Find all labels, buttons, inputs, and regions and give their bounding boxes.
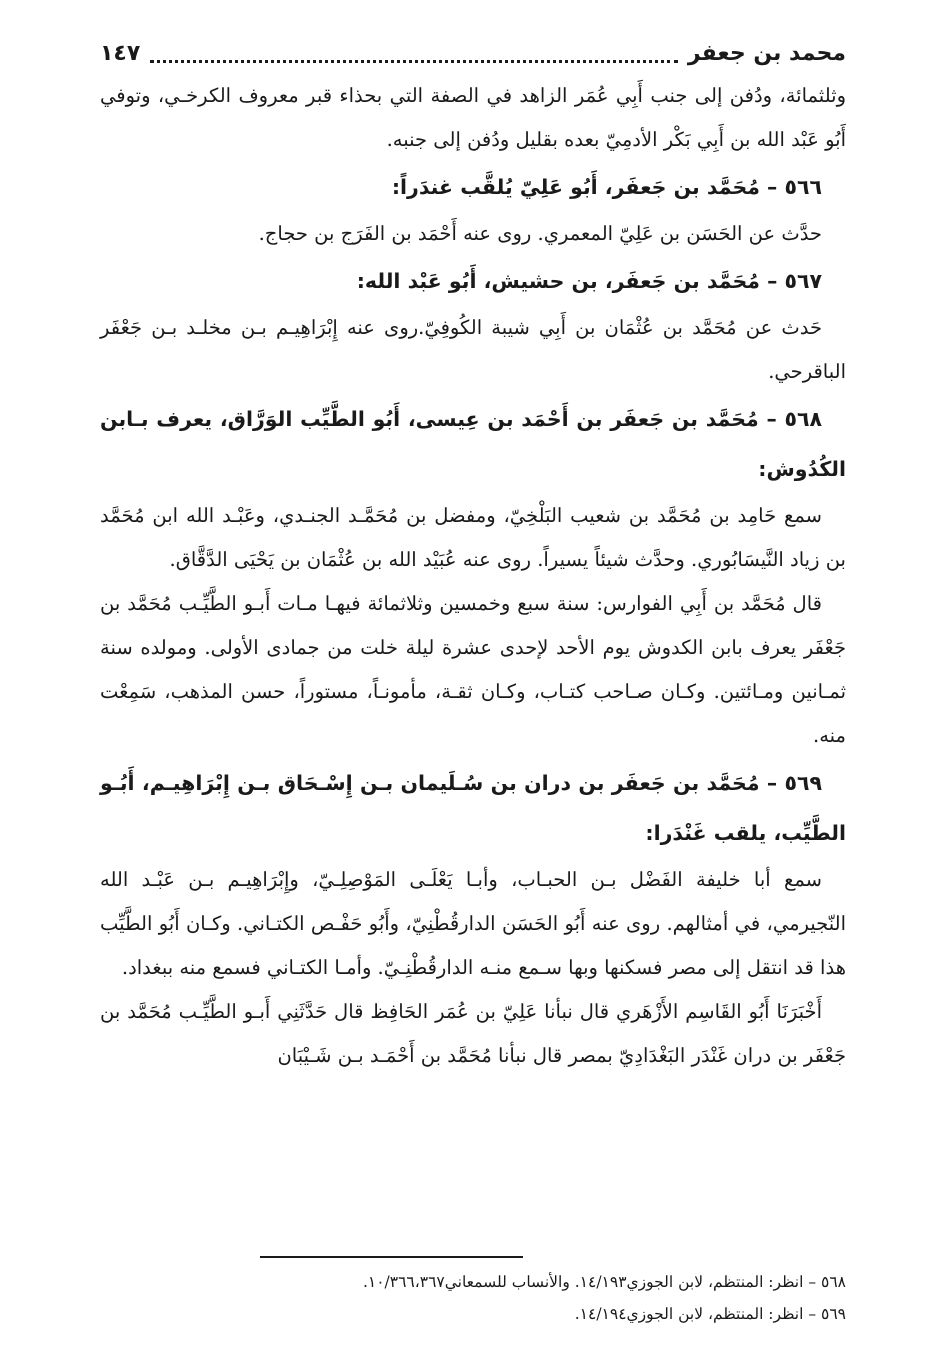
running-head xyxy=(100,34,846,74)
page-number: ١٤٧ xyxy=(100,41,141,66)
running-head-title: محمد بن جعفر xyxy=(687,41,846,66)
entry-heading-566: ٥٦٦ – مُحَمَّد بن جَعفَر، أَبُو عَلِيّ يُلقَّب غندَراً: xyxy=(391,175,822,199)
entry-text-568-a: سمع حَامِد بن مُحَمَّد بن شعيب البَلْخِيّ، ومفضل بن مُحَمَّـد الجنـدي، وعَبْـد الله ابن مُحَمَّد بن زياد النَّيسَابُوري. وحدَّث شيئاً يسيراً. روى عنه عُبَيْد الله بن عُثْمَان بن يَحْيَى الدَّقَّاق. xyxy=(100,504,846,571)
paragraph-continuation: وثلثمائة، ودُفن إلى جنب أَبِي عُمَر الزاهد في الصفة التي بحذاء قبر معروف الكرخـي، وتوفي أَبُو عَبْد الله بن أَبِي بَكْر الأدمِيّ بعده بقليل ودُفن إلى جنبه. xyxy=(100,84,846,151)
entry-text-567: حَدث عن مُحَمَّد بن عُثْمَان بن أَبِي شيبة الكُوفِيّ.روى عنه إِبْرَاهِيـم بـن مخلـد بـن جَعْفَر الباقرحي. xyxy=(100,316,846,383)
entry-heading-569: ٥٦٩ – مُحَمَّد بن جَعفَر بن دران بن سُـلَيمان بـن إِسْـحَاق بـن إِبْرَاهِيـم، أَبُـو الطَّيِّب، يلقب غَنْدَرا: xyxy=(100,771,846,845)
leader-dots xyxy=(150,46,678,63)
entry-text-568-b: قال مُحَمَّد بن أَبِي الفوارس: سنة سبع وخمسين وثلاثمائة فيهـا مـات أَبـو الطَّيِّـب مُحَمَّد بن جَعْفَر يعرف بابن الكدوش يوم الأحد لإحدى عشرة ليلة خلت من جمادى الأولى. ومولده سنة ثمـانين ومـائتين. وكـان صـاحب كتـاب، وكـان ثقـة، مأمونـاً، مستوراً، حسن المذهب، سَمِعْت منه. xyxy=(100,592,846,747)
page-body xyxy=(100,74,846,1078)
footnote-569: ٥٦٩ – انظر: المنتظم، لابن الجوزي١٤/١٩٤. xyxy=(574,1305,846,1323)
entry-heading-568: ٥٦٨ – مُحَمَّد بن جَعفَر بن أَحْمَد بن عِيسى، أَبُو الطَّيِّب الوَرَّاق، يعرف بـابن الكُدُوش: xyxy=(100,407,846,481)
entry-heading-567: ٥٦٧ – مُحَمَّد بن جَعفَر، بن حشيش، أَبُو عَبْد الله: xyxy=(356,269,822,293)
footnote-568: ٥٦٨ – انظر: المنتظم، لابن الجوزي١٤/١٩٣. والأنساب للسمعاني١٠/٣٦٦،٣٦٧. xyxy=(362,1273,846,1291)
entry-text-566: حدَّث عن الحَسَن بن عَلِيّ المعمري. روى عنه أَحْمَد بن الفَرَج بن حجاج. xyxy=(258,222,822,245)
book-page xyxy=(100,34,846,1334)
entry-text-569-b: أَخْبَرَنَا أَبُو القَاسِم الأَزْهَري قال نبأنا عَلِيّ بن عُمَر الحَافِظ قال حَدَّثَنِي أَبـو الطَّيِّـب مُحَمَّد بن جَعْفَر بن دران غَنْدَر البَغْدَادِيّ بمصر قال نبأنا مُحَمَّد بن أَحْمَـد بـن شَـيْبَان xyxy=(100,1000,846,1067)
footnotes xyxy=(100,1266,846,1330)
footnote-separator xyxy=(260,1256,523,1258)
entry-text-569-a: سمع أبا خليفة الفَضْل بـن الحبـاب، وأبـا يَعْلَـى المَوْصِلِـيّ، وإِبْرَاهِيـم بـن عَبْـد الله النّجيرمي، في أمثالهم. روى عنه أَبُو الحَسَن الدارقُطْنِيّ، وأَبُو حَفْـص الكتـاني. وكـان أَبُو الطَّيِّب هذا قد انتقل إلى مصر فسكنها وبها سـمع منـه الدارقُطْنِـيّ. وأمـا الكتـاني فسمع منه ببغداد. xyxy=(100,868,846,979)
